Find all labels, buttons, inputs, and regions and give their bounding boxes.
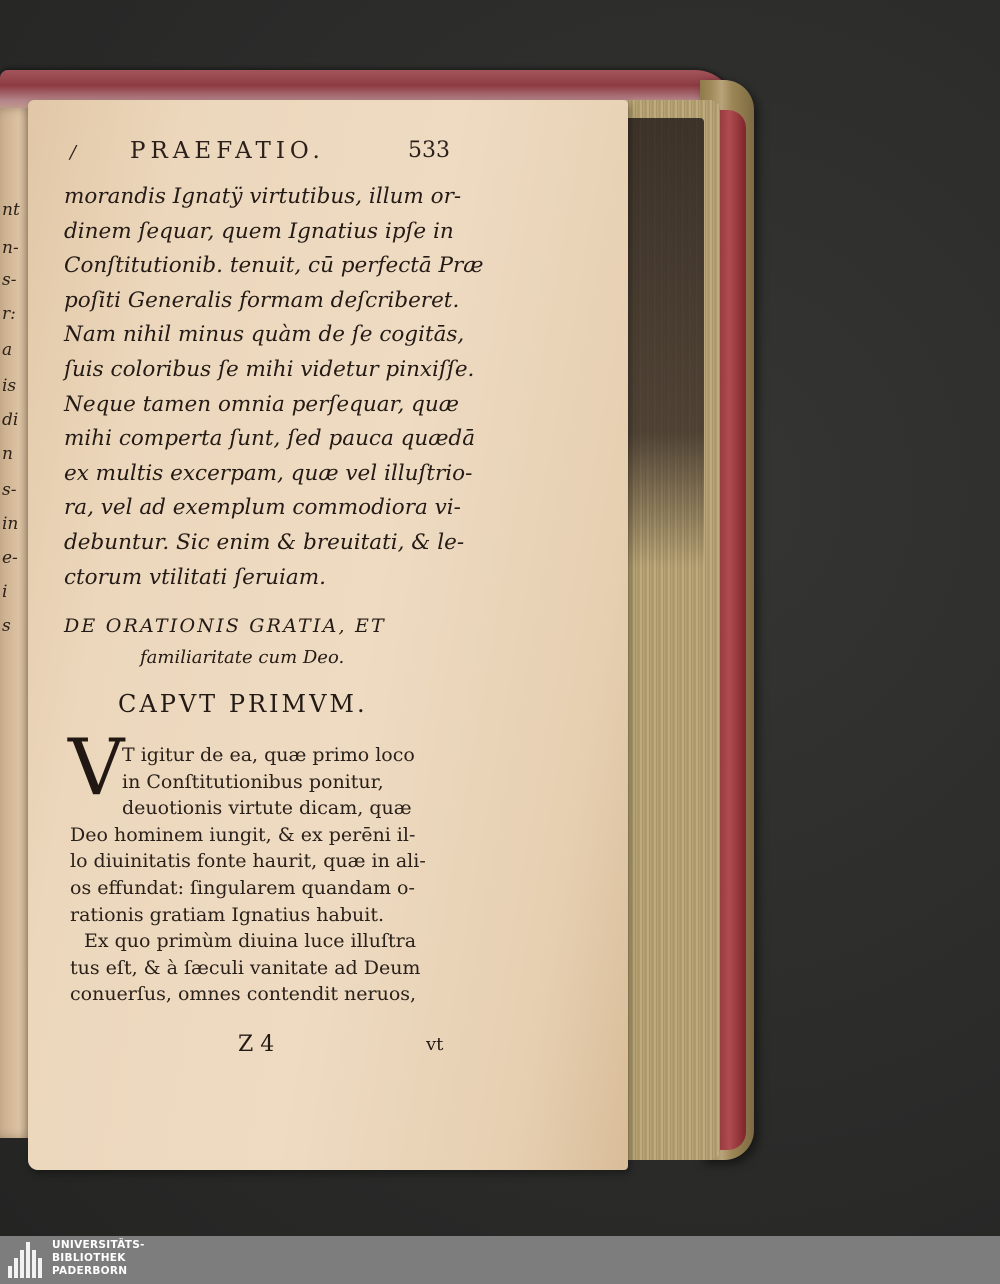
left-page-fragment: i xyxy=(2,582,8,602)
header-mark: / xyxy=(70,142,77,163)
text-line: Neque tamen omnia perſequar, quæ xyxy=(64,391,459,417)
text-line: ſuis coloribus ſe mihi videtur pinxiſſe. xyxy=(64,356,475,382)
library-name-line: BIBLIOTHEK xyxy=(52,1252,126,1264)
library-bars-logo-icon xyxy=(8,1242,48,1278)
text-line: Deo hominem iungit, & ex perēni il- xyxy=(70,823,416,846)
text-line: conuerſus, omnes contendit neruos, xyxy=(70,983,417,1006)
text-line: ra, vel ad exemplum commodiora vi- xyxy=(64,495,461,521)
text-line: deuotionis virtute dicam, quæ xyxy=(122,797,412,820)
text-line: T igitur de ea, quæ primo loco xyxy=(122,744,415,766)
left-page-fragment: di xyxy=(2,410,19,430)
library-name-line: UNIVERSITÄTS- xyxy=(52,1239,145,1251)
text-line: debuntur. Sic enim & breuitati, & le- xyxy=(64,529,465,555)
text-line: tus eſt, & à ſæculi vanitate ad Deum xyxy=(70,956,421,979)
preface-text xyxy=(64,180,484,595)
text-line: in Conſtitutionibus ponitur, xyxy=(122,770,384,793)
left-page-fragment: s- xyxy=(2,480,17,500)
chapter-heading: CAPVT PRIMVM. xyxy=(118,690,368,718)
library-footer-band xyxy=(0,1236,1000,1284)
text-line: Conſtitutionib. tenuit, cū perfectā Præ xyxy=(64,253,484,279)
text-line: Nam nihil minus quàm de ſe cogitās, xyxy=(64,322,465,348)
section-subheading: familiaritate cum Deo. xyxy=(140,647,345,668)
page-edge-stain xyxy=(618,118,704,568)
left-page-fragment: s- xyxy=(2,270,17,290)
text-line: ex multis excerpam, quæ vel illuſtrio- xyxy=(64,460,473,486)
left-page-fragment: s xyxy=(2,616,11,636)
page-footer xyxy=(70,1032,460,1062)
left-page-fragment: n- xyxy=(2,238,19,258)
text-line: dinem ſequar, quem Ignatius ipſe in xyxy=(64,218,454,244)
header-title: PRAEFATIO. xyxy=(130,138,325,164)
page-number: 533 xyxy=(408,138,450,163)
text-line: poſiti Generalis formam deſcriberet. xyxy=(64,287,460,313)
chapter-text xyxy=(70,742,460,1008)
text-line: morandis Ignatÿ virtutibus, illum or- xyxy=(64,184,462,209)
left-page-fragment: r: xyxy=(2,304,16,324)
signature-mark: Z 4 xyxy=(238,1032,275,1057)
text-line: lo diuinitatis fonte haurit, quæ in ali- xyxy=(70,850,426,873)
running-header xyxy=(70,138,460,170)
library-name xyxy=(52,1239,145,1278)
catchword: vt xyxy=(426,1034,444,1055)
left-page-fragment: is xyxy=(2,376,17,396)
left-page-fragment: nt xyxy=(2,200,20,220)
text-line: os effundat: ſingularem quandam o- xyxy=(70,876,415,899)
left-page-fragment: n xyxy=(2,444,13,464)
left-page-fragment: a xyxy=(2,340,13,360)
left-page-fragment: in xyxy=(2,514,19,534)
book-binding-red-edge xyxy=(716,110,746,1150)
library-name-line: PADERBORN xyxy=(52,1265,128,1277)
section-heading: DE ORATIONIS GRATIA, ET xyxy=(64,615,386,637)
text-line: Ex quo primùm diuina luce illuſtra xyxy=(84,930,417,953)
text-line: mihi comperta ſunt, ſed pauca quædā xyxy=(64,426,476,452)
left-page-fragment: e- xyxy=(2,548,18,568)
text-line: ctorum vtilitati ſeruiam. xyxy=(64,564,326,590)
text-line: rationis gratiam Ignatius habuit. xyxy=(70,903,385,926)
drop-cap: V xyxy=(68,723,125,813)
